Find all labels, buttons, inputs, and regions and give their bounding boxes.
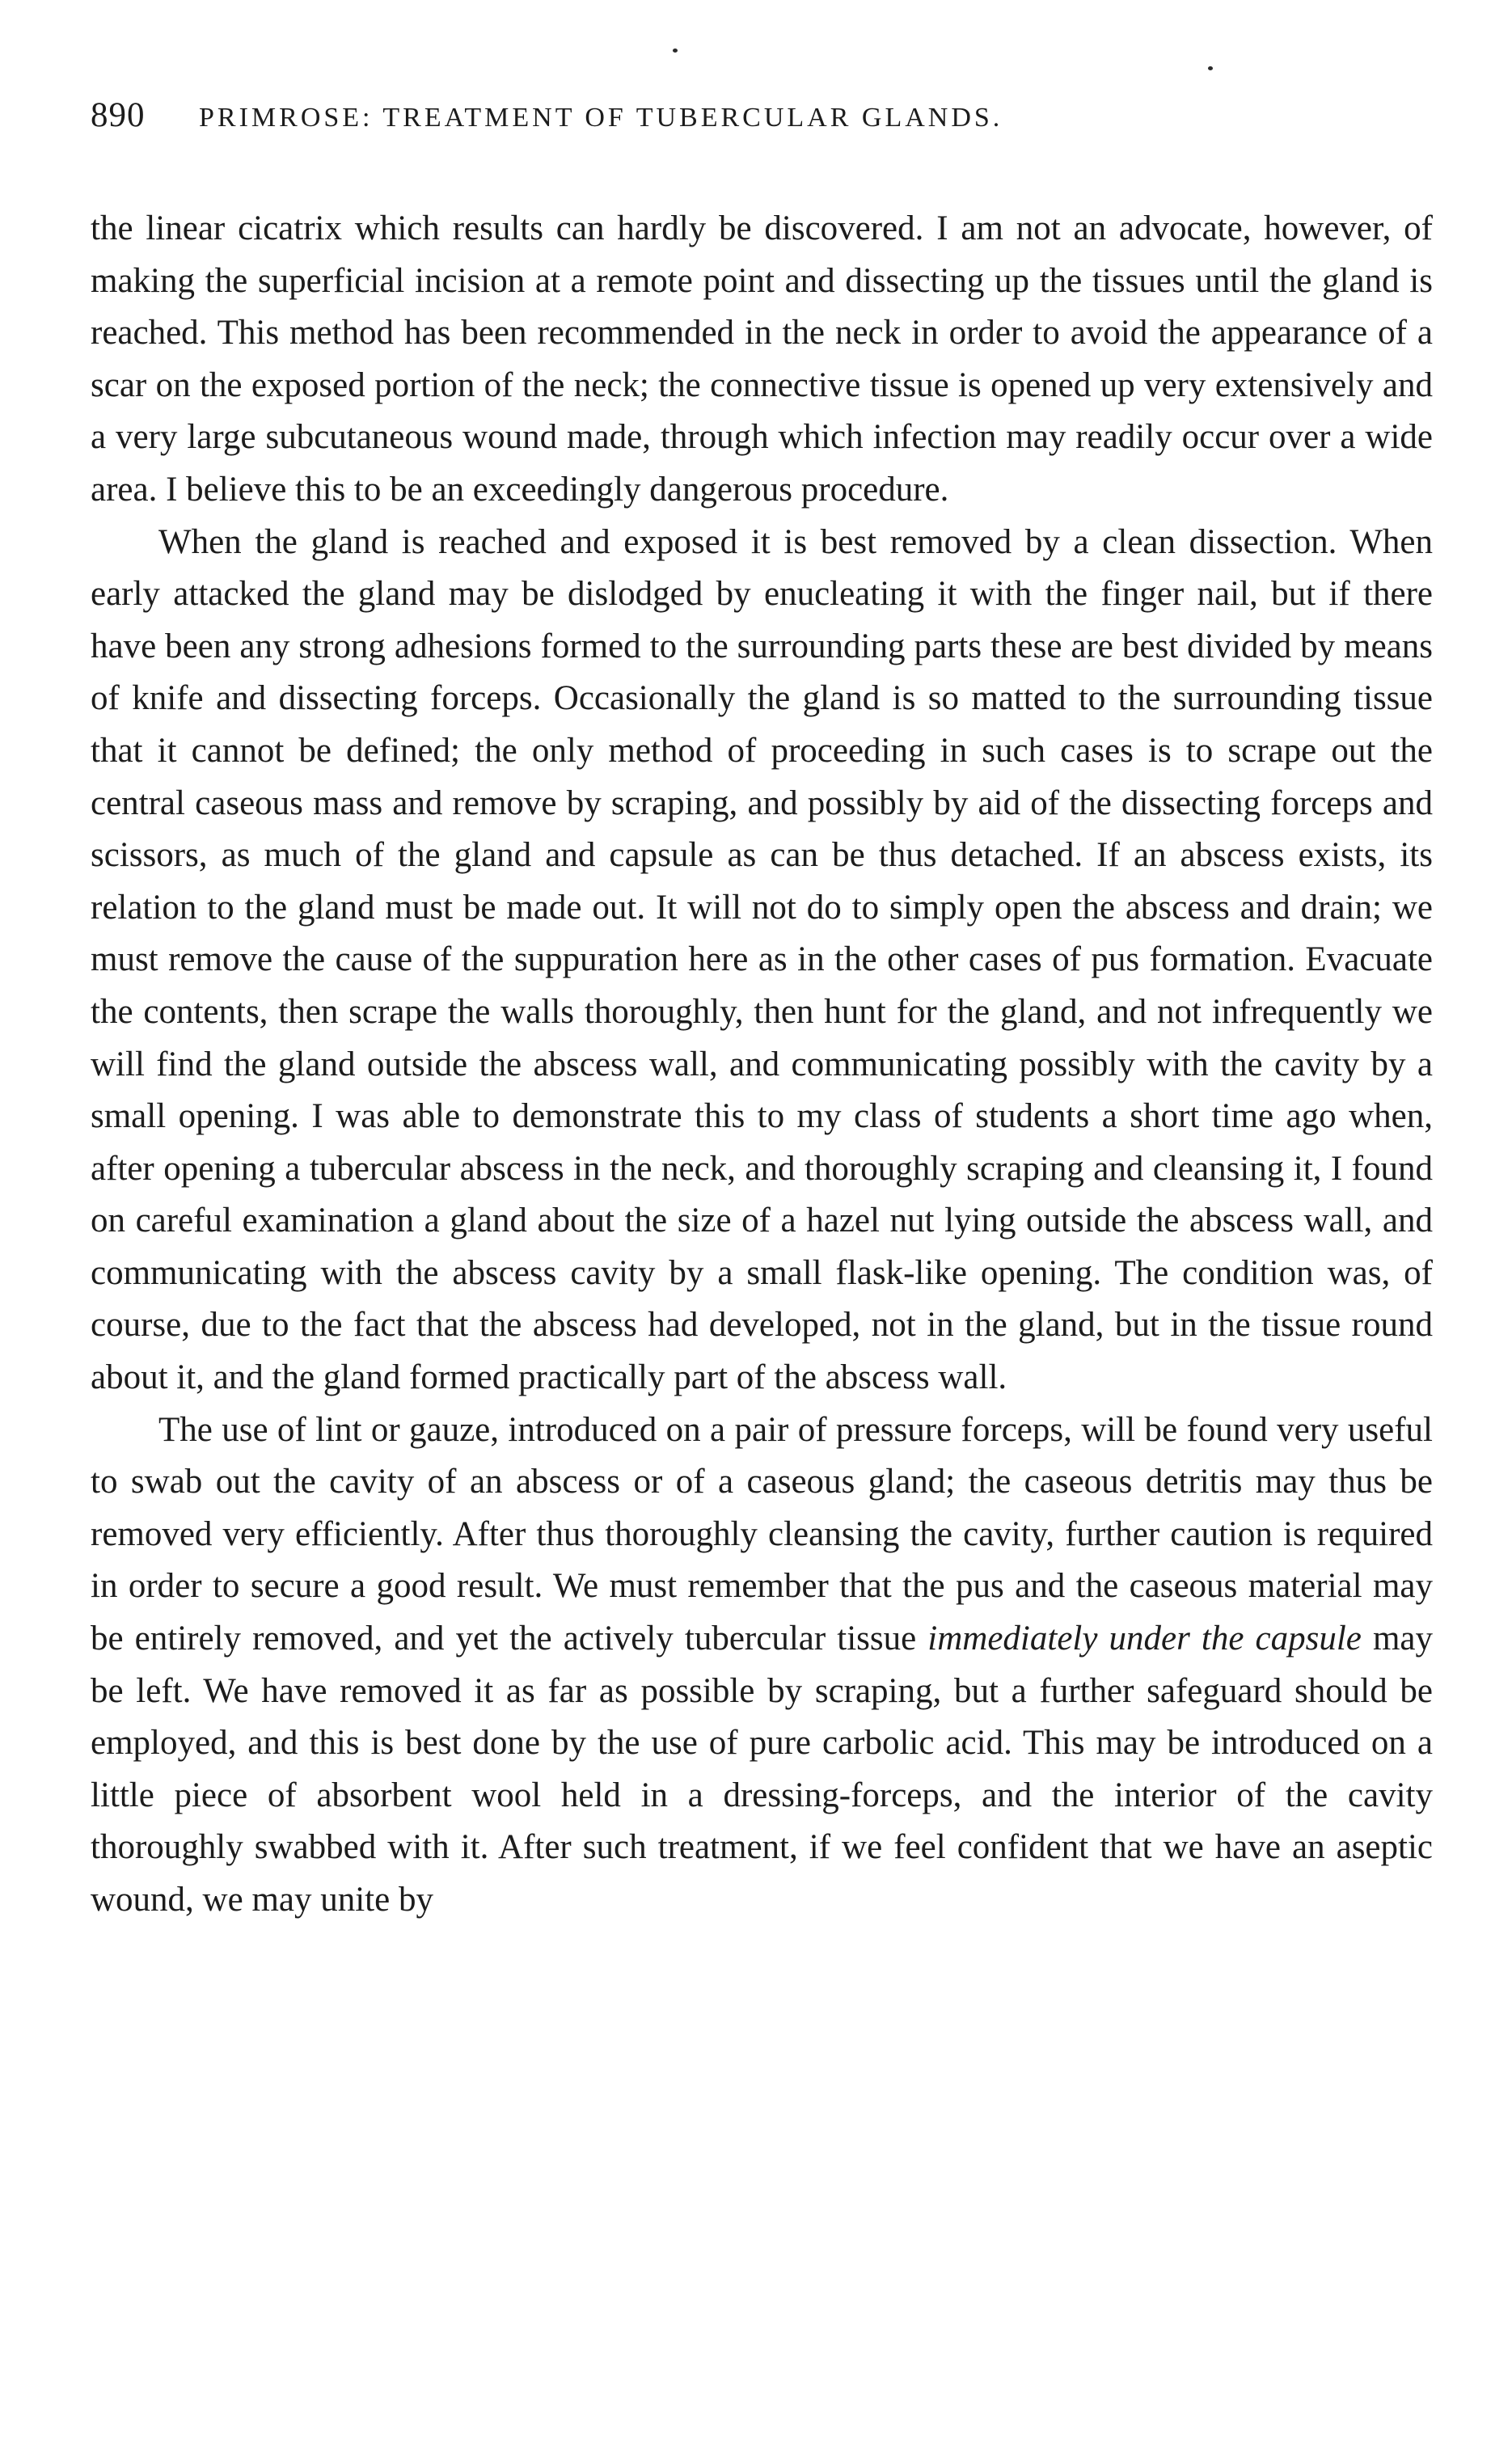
ink-speck [673, 49, 678, 53]
paragraph-dissection: When the gland is reached and exposed it is best removed by a clean dissection. When early attacked the gland may be dislodged by enucleating it with the finger nail, but if there have been any strong adhesions formed to the surrounding parts these are best divided by means of knife and dissecting forceps. Occasionally the gland is so matted to the surrounding tissue that it cannot be defined; the only method of proceeding in such cases is to scrape out the central caseous mass and remove by scraping, and possibly by aid of the dissecting forceps and scissors, as much of the gland and capsule as can be thus detached. If an abscess exists, its relation to the gland must be made out. It will not do to simply open the abscess and drain; we must remove the cause of the suppuration here as in the other cases of pus formation. Evacuate the contents, then scrape the walls thoroughly, then hunt for the gland, and not infrequently we will find the gland outside the abscess wall, and communicating possibly with the cavity by a small opening. I was able to demonstrate this to my class of students a short time ago when, after opening a tubercular abscess in the neck, and thoroughly scraping and cleansing it, I found on careful examination a gland about the size of a hazel nut lying outside the abscess wall, and communicating with the abscess cavity by a small flask-like opening. The condition was, of course, due to the fact that the abscess had developed, not in the gland, but in the tissue round about it, and the gland formed practically part of the abscess wall. [91, 522, 1433, 1397]
paragraph-text: may be left. We have removed it as far as possible by scraping, but a further safeguard should be employed, and this is best done by the use of pure carbolic acid. This may be introduced on a little piece of absorbent wool held in a dressing-forceps, and the interior of the cavity thoroughly swabbed with it. After such treatment, if we feel confident that we have an aseptic wound, we may unite by [91, 1620, 1433, 1919]
paragraph-text: The use of lint or gauze, introduced on a pair of pressure forceps, will be found very useful to swab out the cavity of an abscess or of a caseous gland; the caseous detritis may thus be removed very efficiently. After thus thoroughly cleansing the cavity, further caution is required in order to secure a good result. We must remember that the pus and the caseous material may be entirely removed, and yet the actively tubercular tissue [91, 1410, 1433, 1658]
body-text [91, 203, 1433, 1927]
running-header [91, 95, 1433, 152]
running-title: PRIMROSE: TREATMENT OF TUBERCULAR GLANDS. [199, 103, 1003, 133]
paragraph-continuation: the linear cicatrix which results can hardly be discovered. I am not an advocate, however, of making the superficial incision at a remote point and dissecting up the tissues until the gland is reached. This method has been recommended in the neck in order to avoid the appearance of a scar on the exposed portion of the neck; the connective tissue is opened up very extensively and a very large subcutaneous wound made, through which infection may readily occur over a wide area. I believe this to be an exceedingly dangerous procedure. [91, 209, 1433, 509]
italic-emphasis: immediately under the capsule [927, 1620, 1362, 1658]
page-number: 890 [91, 96, 146, 134]
paragraph-swab [91, 1404, 1433, 1927]
ink-speck [1208, 66, 1213, 70]
